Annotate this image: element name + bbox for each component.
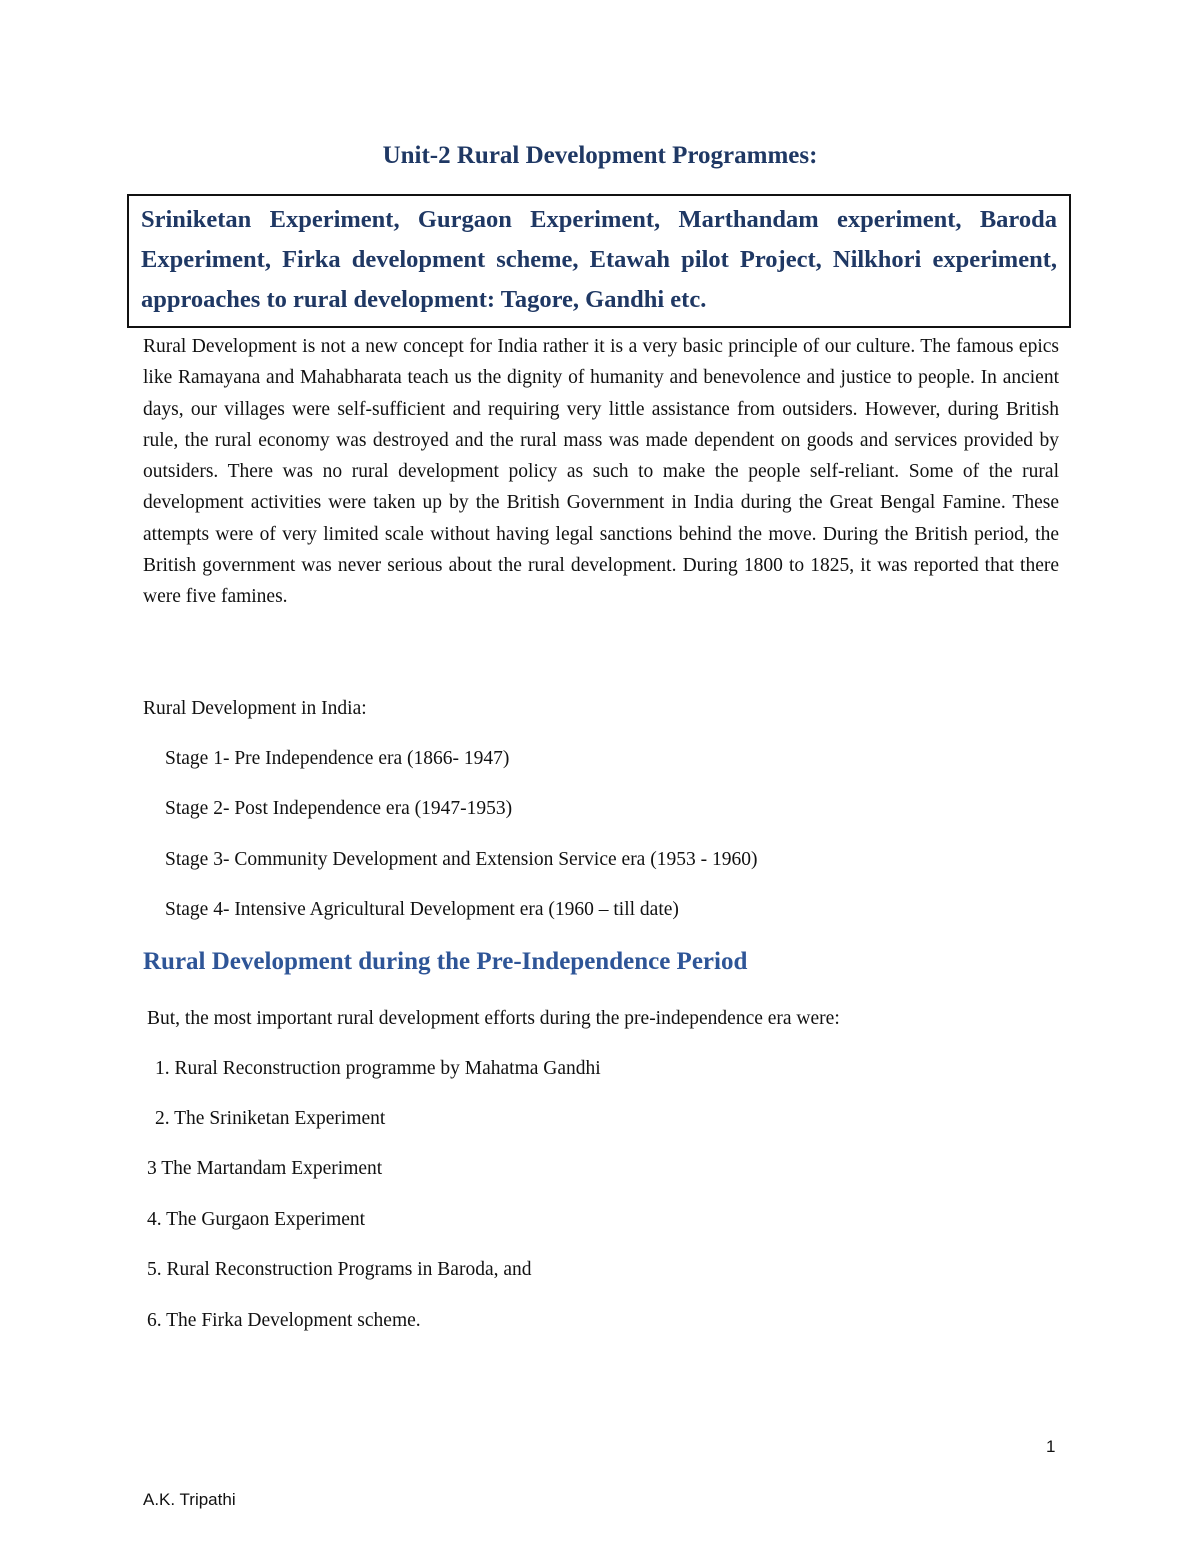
intro-paragraph: Rural Development is not a new concept for India rather it is a very basic principle of our culture. The famous epics like Ramayana and Mahabharata teach us the dignity of humanity and benevolence and justice to people. In ancient days, our villages were self-sufficient and requiring very little assistance from outsiders. However, during British rule, the rural economy was destroyed and the rural mass was made dependent on goods and services provided by outsiders. There was no rural development policy as such to make the people self-reliant. Some of the rural development activities were taken up by the British Government in India during the Great Bengal Famine. These attempts were of very limited scale without having legal sanctions behind the move. During the British period, the British government was never serious about the rural development. During 1800 to 1825, it was reported that there were five famines. — [143, 336, 1059, 608]
effort-item: 5. Rural Reconstruction Programs in Baroda, and — [147, 1259, 532, 1280]
stage-label: Stage 3- Community Development and Extension Service era (1953 - 1960) — [165, 849, 758, 870]
effort-item: 6. The Firka Development scheme. — [147, 1310, 421, 1331]
section-heading: Rural Development during the Pre-Independence Period — [143, 948, 748, 975]
topics-box: Sriniketan Experiment, Gurgaon Experiment, Marthandam experiment, Baroda Experiment, Firka development scheme, Etawah pilot Project, Nilkhori experiment, approaches to rural development: Tagore, Gandhi etc. — [127, 194, 1071, 328]
stage-item — [143, 747, 509, 771]
page-title: Unit-2 Rural Development Programmes: — [382, 142, 818, 169]
stage-item — [143, 898, 679, 922]
efforts-intro: But, the most important rural development efforts during the pre-independence era were: — [147, 1008, 840, 1029]
stage-label: Stage 2- Post Independence era (1947-1953) — [165, 798, 513, 819]
stages-heading: Rural Development in India: — [143, 698, 367, 719]
page-number: 1 — [1046, 1437, 1056, 1456]
stage-label: Stage 4- Intensive Agricultural Development era (1960 – till date) — [165, 899, 679, 920]
stage-label: Stage 1- Pre Independence era (1866- 1947) — [165, 748, 510, 769]
effort-item: 3 The Martandam Experiment — [147, 1158, 383, 1179]
stage-item — [143, 848, 757, 872]
effort-item: 1. Rural Reconstruction programme by Mahatma Gandhi — [155, 1058, 601, 1079]
effort-item: 4. The Gurgaon Experiment — [147, 1209, 366, 1230]
effort-item: 2. The Sriniketan Experiment — [155, 1108, 386, 1129]
author-footer: A.K. Tripathi — [143, 1490, 236, 1509]
stage-item — [143, 797, 512, 821]
